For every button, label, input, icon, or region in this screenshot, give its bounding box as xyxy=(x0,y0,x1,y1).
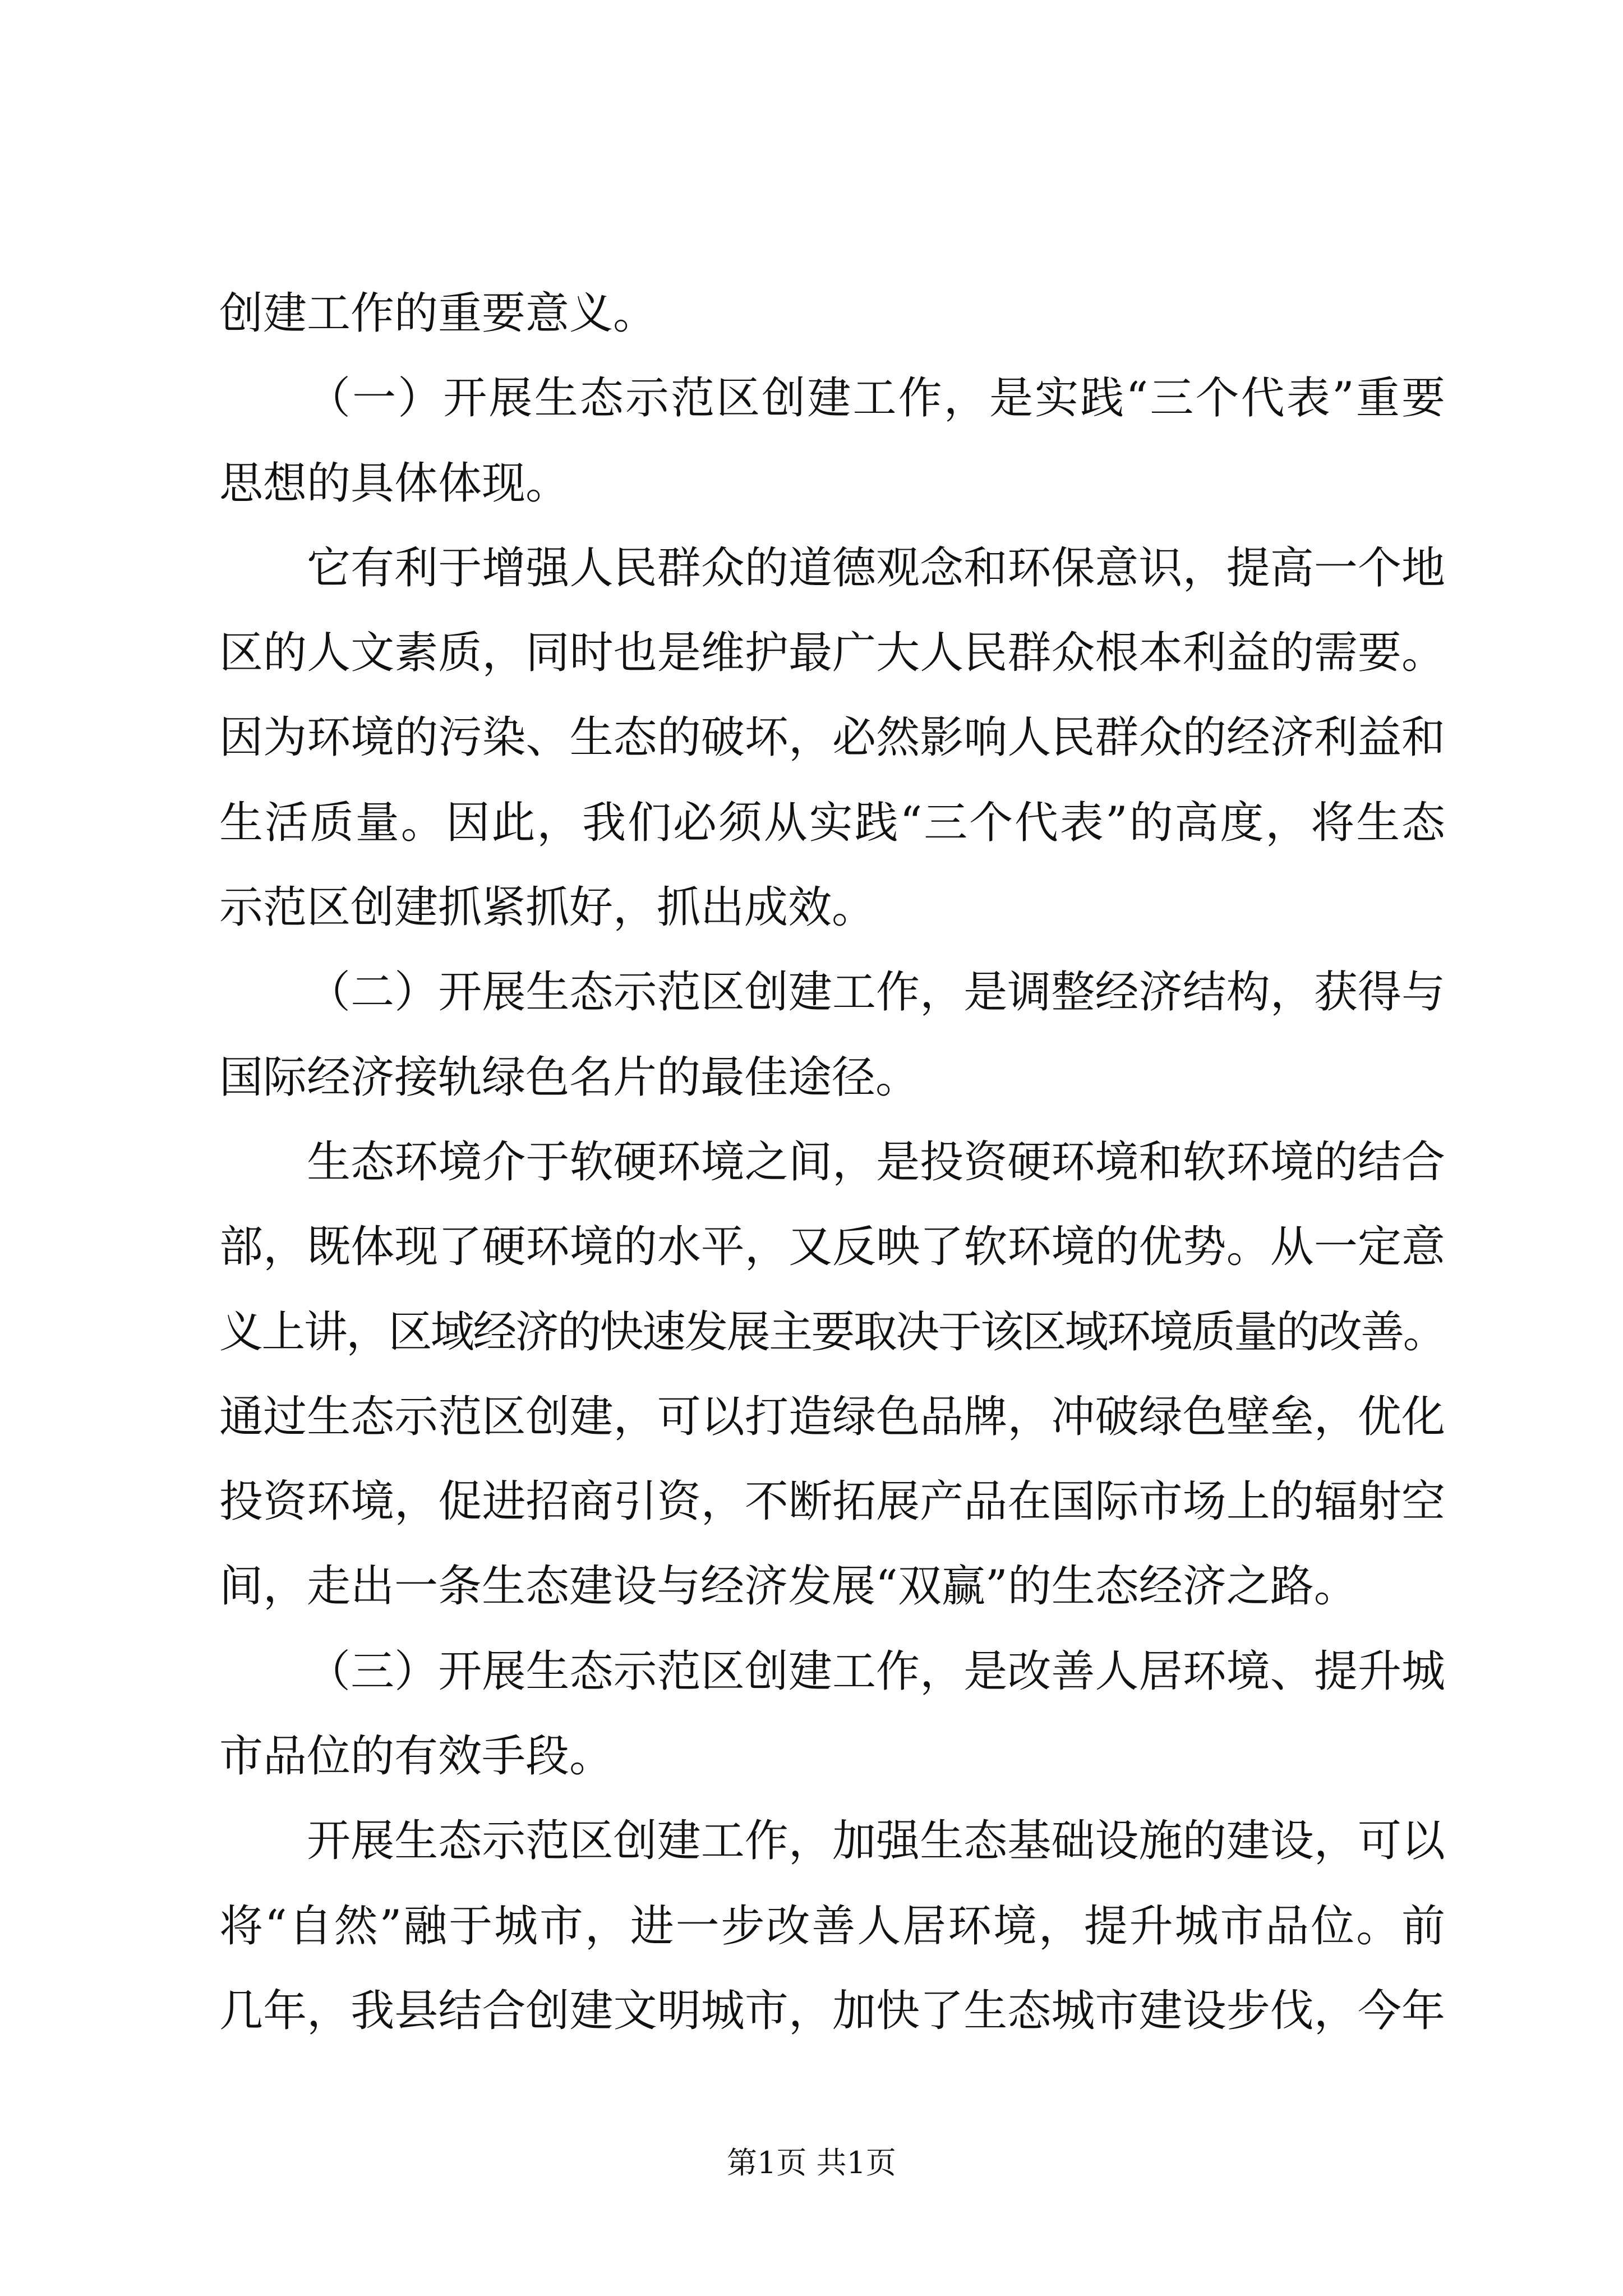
paragraph-line: 义上讲，区域经济的快速发展主要取决于该区域环境质量的改善。 xyxy=(219,1306,1445,1358)
paragraph-line: 开展生态示范区创建工作，加强生态基础设施的建设，可以 xyxy=(307,1816,1445,1867)
section-heading-line: 思想的具体体现。 xyxy=(219,458,570,509)
paragraph-line: 间，走出一条生态建设与经济发展“双赢”的生态经济之路。 xyxy=(219,1561,1358,1612)
section-heading-line: 国际经济接轨绿色名片的最佳途径。 xyxy=(219,1052,920,1103)
paragraph-line: 投资环境，促进招商引资，不断拓展产品在国际市场上的辐射空 xyxy=(219,1476,1445,1527)
paragraph-line: 示范区创建抓紧抓好，抓出成效。 xyxy=(219,882,876,933)
document-body xyxy=(219,272,1445,2054)
section-heading-line: 市品位的有效手段。 xyxy=(219,1731,614,1782)
paragraph-line: 通过生态示范区创建，可以打造绿色品牌，冲破绿色壁垒，优化 xyxy=(219,1391,1445,1442)
paragraph-line: 它有利于增强人民群众的道德观念和环保意识，提高一个地 xyxy=(307,542,1445,593)
paragraph-line: 部，既体现了硬环境的水平，又反映了软环境的优势。从一定意 xyxy=(219,1222,1445,1273)
section-heading-line: （二）开展生态示范区创建工作，是调整经济结构，获得与 xyxy=(307,967,1445,1018)
paragraph-line: 几年，我县结合创建文明城市，加快了生态城市建设步伐，今年 xyxy=(219,1985,1445,2036)
paragraph-line: 将“自然”融于城市，进一步改善人居环境，提升城市品位。前 xyxy=(219,1901,1445,1952)
section-heading-line: （一）开展生态示范区创建工作，是实践“三个代表”重要 xyxy=(307,373,1445,424)
paragraph-line: 创建工作的重要意义。 xyxy=(219,288,657,339)
paragraph-line: 区的人文素质，同时也是维护最广大人民群众根本利益的需要。 xyxy=(219,628,1445,679)
page-footer: 第1页 共1页 xyxy=(727,2145,896,2180)
paragraph-line: 生活质量。因此，我们必须从实践“三个代表”的高度，将生态 xyxy=(219,797,1445,848)
paragraph-line: 因为环境的污染、生态的破坏，必然影响人民群众的经济利益和 xyxy=(219,712,1445,763)
paragraph-line: 生态环境介于软硬环境之间，是投资硬环境和软环境的结合 xyxy=(307,1137,1445,1188)
section-heading-line: （三）开展生态示范区创建工作，是改善人居环境、提升城 xyxy=(307,1646,1445,1697)
